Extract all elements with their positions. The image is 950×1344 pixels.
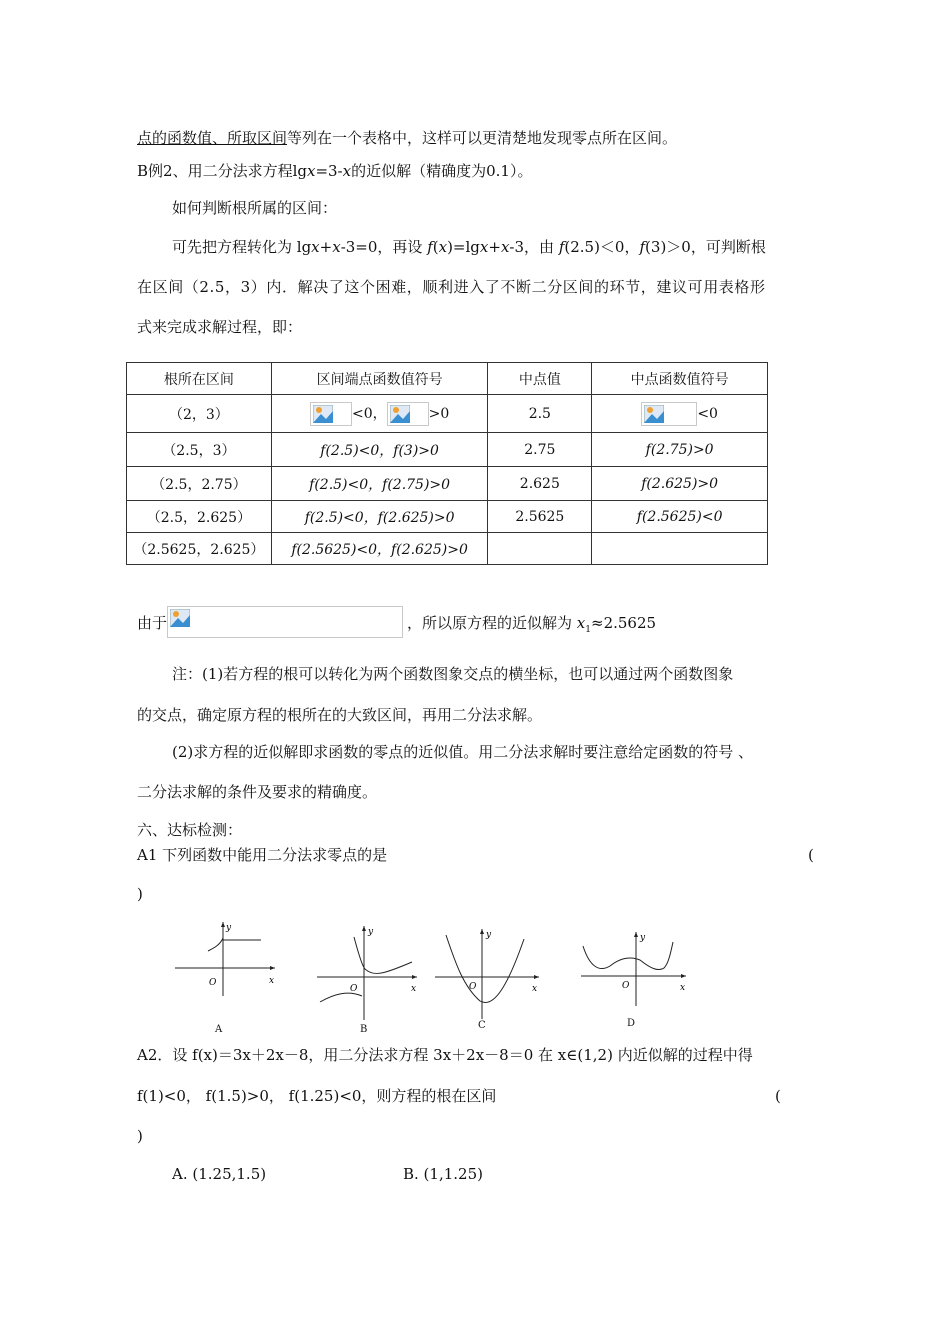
table-row (127, 395, 768, 433)
sign-lt: <0， (351, 405, 387, 422)
table-row (127, 533, 768, 565)
graph-label: D (627, 1018, 636, 1029)
intro-underlined: 点的函数值、所取区间 (137, 129, 288, 147)
table-row (127, 433, 768, 467)
graph-d (578, 928, 690, 1008)
sign-lt: <0 (697, 405, 718, 422)
svg-text:O: O (469, 982, 477, 992)
explain-line-2: 在区间（2.5，3）内．解决了这个困难，顺利进入了不断二分区间的环节，建议可用表格形 (137, 278, 766, 296)
table-cell (592, 533, 768, 565)
broken-image-icon (310, 402, 352, 426)
intro-rest: 等列在一个表格中，这样可以更清楚地发现零点所在区间。 (287, 129, 678, 147)
broken-image-icon (167, 606, 403, 638)
table-cell (592, 395, 768, 433)
table-cell: f(2.625)>0 (592, 467, 768, 501)
svg-text:y: y (486, 930, 492, 940)
broken-image-icon (387, 402, 429, 426)
table-cell: （2.5，3） (127, 433, 272, 467)
bisection-table (126, 362, 768, 565)
example2-text: B例2、用二分法求方程lg (137, 162, 307, 180)
table-cell: （2，3） (127, 395, 272, 433)
table-header: 中点函数值符号 (592, 363, 768, 395)
table-cell: f(2.75)>0 (592, 433, 768, 467)
graph-b (312, 922, 422, 1022)
q2-line-2: f(1)<0， f(1.5)>0， f(1.25)<0，则方程的根在区间 (137, 1087, 497, 1105)
svg-text:y: y (640, 933, 646, 943)
intro-line (137, 128, 677, 148)
note2-line-2: 二分法求解的条件及要求的精确度。 (137, 783, 378, 801)
q2-open-paren: ( (775, 1087, 781, 1105)
table-cell: （2.5，2.75） (127, 467, 272, 501)
example2-tail: 的近似解（精确度为0.1）。 (351, 162, 533, 180)
table-row (127, 501, 768, 533)
q2-option-a: A. (1.25,1.5) (172, 1165, 267, 1183)
table-cell: 2.5 (488, 395, 592, 433)
note1-line-1: 注：(1)若方程的根可以转化为两个函数图象交点的横坐标，也可以通过两个函数图象 (172, 665, 734, 683)
since-prefix: 由于 (137, 614, 168, 632)
q1-open-paren: ( (808, 846, 814, 864)
graph-label: A (215, 1024, 223, 1035)
table-header: 区间端点函数值符号 (271, 363, 488, 395)
q2-close-paren: ) (137, 1127, 143, 1145)
example2-var: x (306, 162, 316, 180)
table-cell: f(2.5625)<0 (592, 501, 768, 533)
table-header-row (127, 363, 768, 395)
svg-text:x: x (411, 984, 417, 994)
table-header: 根所在区间 (127, 363, 272, 395)
q1-text: A1 下列函数中能用二分法求零点的是 (137, 846, 388, 864)
q1-close-paren: ) (137, 885, 143, 903)
axis-x-label: x (269, 976, 275, 986)
section6-heading: 六、达标检测： (137, 821, 243, 839)
since-line: 由于 ，所以原方程的近似解为 $x_1\approx 2.5625$ (137, 606, 656, 647)
svg-text:O: O (350, 984, 358, 994)
origin-label: O (209, 978, 217, 988)
table-cell: f(2.5)<0，f(2.75)>0 (271, 467, 488, 501)
table-cell: f(2.5625)<0，f(2.625)>0 (271, 533, 488, 565)
since-value: ≈2.5625 (591, 614, 657, 632)
table-cell: 2.5625 (488, 501, 592, 533)
table-cell: （2.5625，2.625） (127, 533, 272, 565)
graph-label: C (478, 1020, 486, 1031)
svg-text:x: x (532, 984, 538, 994)
howto-line: 如何判断根所属的区间： (172, 199, 338, 217)
axis-y-label: y (226, 923, 232, 933)
table-row (127, 467, 768, 501)
table-cell: f(2.5)<0，f(2.625)>0 (271, 501, 488, 533)
graph-label: B (360, 1024, 368, 1035)
graph-c (432, 925, 542, 1020)
svg-text:O: O (622, 981, 630, 991)
example2-var2: x (342, 162, 352, 180)
since-mid: ，所以原方程的近似解为 (407, 614, 577, 632)
table-cell: （2.5，2.625） (127, 501, 272, 533)
table-cell (488, 533, 592, 565)
example2-line (137, 161, 532, 181)
table-cell: 2.75 (488, 433, 592, 467)
note2-line-1: (2)求方程的近似解即求函数的零点的近似值。用二分法求解时要注意给定函数的符号 、 (172, 743, 754, 761)
table-cell: f(2.5)<0，f(3)>0 (271, 433, 488, 467)
table-cell (271, 395, 488, 433)
graph-a (170, 918, 280, 998)
q2-line-1: A2．设 f(x)＝3x＋2x－8，用二分法求方程 3x＋2x－8＝0 在 x∈(1,2) 内近似解的过程中得 (137, 1046, 753, 1064)
explain-line-3: 式来完成求解过程，即： (137, 318, 303, 336)
explain-line-1: 可先把方程转化为 lgx+x-3=0，再设 f(x)=lgx+x-3，由 f(2.5)＜0，f(3)＞0，可判断根 (172, 238, 766, 256)
note1-line-2: 的交点，确定原方程的根所在的大致区间，再用二分法求解。 (137, 706, 543, 724)
table-header: 中点值 (488, 363, 592, 395)
svg-text:x: x (680, 983, 686, 993)
q2-option-b: B. (1,1.25) (403, 1165, 483, 1183)
sign-gt: >0 (428, 405, 450, 422)
example2-mid: =3- (315, 162, 343, 180)
svg-text:y: y (368, 927, 374, 937)
broken-image-icon (641, 402, 697, 426)
table-cell: 2.625 (488, 467, 592, 501)
